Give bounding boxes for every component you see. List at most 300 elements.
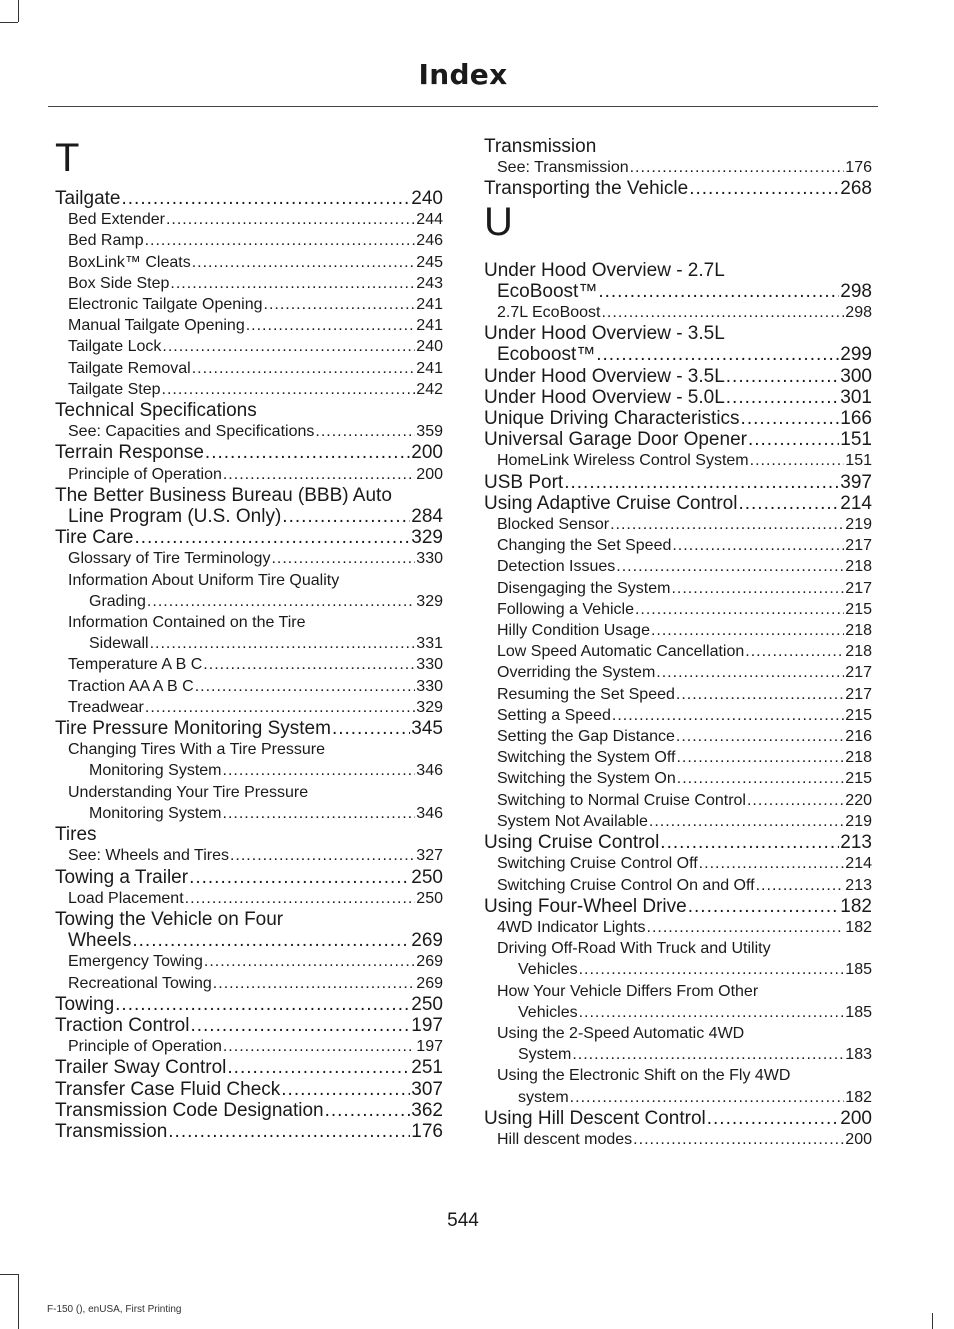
index-subentry — [484, 747, 872, 768]
index-subentry — [484, 599, 872, 620]
entry-label: Low Speed Automatic Cancellation — [497, 643, 745, 661]
entry-page: 329 — [416, 698, 443, 716]
dot-leader — [747, 790, 844, 811]
entry-page: 307 — [411, 1078, 443, 1100]
dot-leader — [676, 726, 844, 747]
entry-label: Hilly Condition Usage — [497, 622, 650, 640]
index-subentry — [484, 556, 872, 577]
dot-leader — [203, 654, 415, 675]
entry-label: Transporting the Vehicle — [484, 178, 689, 200]
index-subentry — [55, 973, 443, 994]
dot-leader — [676, 684, 844, 705]
entry-page: 217 — [845, 685, 872, 703]
index-subentry — [55, 676, 443, 697]
entry-label: Blocked Sensor — [497, 516, 610, 534]
entry-label: Towing — [55, 993, 115, 1015]
entry-page: 215 — [845, 770, 872, 788]
dot-leader — [150, 633, 416, 654]
index-entry-list — [484, 260, 872, 1151]
footer-note: F-150 (), enUSA, First Printing — [47, 1304, 182, 1315]
crop-mark — [0, 1274, 18, 1275]
entry-page: 250 — [411, 866, 443, 888]
header-rule — [48, 106, 878, 107]
entry-page: 299 — [840, 344, 872, 366]
entry-page: 213 — [840, 832, 872, 854]
crop-mark — [932, 1313, 933, 1329]
dot-leader — [738, 493, 839, 514]
entry-label: Tailgate Lock — [68, 338, 162, 356]
dot-leader — [223, 464, 415, 485]
dot-leader — [656, 662, 844, 683]
index-subentry — [484, 450, 872, 471]
index-subentry — [484, 875, 872, 896]
index-entry-heading: Towing the Vehicle on Four — [55, 908, 284, 930]
entry-label: HomeLink Wireless Control System — [497, 452, 749, 470]
entry-label: Setting the Gap Distance — [497, 728, 675, 746]
dot-leader — [689, 178, 839, 199]
dot-leader — [115, 994, 410, 1015]
entry-page: 330 — [416, 677, 443, 695]
entry-page: 250 — [411, 993, 443, 1015]
entry-page: 246 — [416, 232, 443, 250]
entry-page: 176 — [411, 1120, 443, 1142]
entry-label: See: Transmission — [497, 159, 629, 177]
dot-leader — [145, 697, 415, 718]
dot-leader — [579, 1002, 845, 1023]
entry-page: 218 — [845, 749, 872, 767]
index-entry — [55, 1100, 443, 1121]
dot-leader — [134, 527, 410, 548]
dot-leader — [195, 676, 416, 697]
entry-label: Switching Cruise Control On and Off — [497, 876, 755, 894]
entry-page: 214 — [845, 855, 872, 873]
index-entry — [55, 803, 443, 824]
dot-leader — [230, 845, 415, 866]
index-subentry — [55, 315, 443, 336]
dot-leader — [162, 379, 416, 400]
index-entry — [55, 442, 443, 463]
index-subentry — [55, 951, 443, 972]
entry-page: 218 — [845, 643, 872, 661]
index-subentry — [484, 1129, 872, 1150]
dot-leader — [122, 188, 411, 209]
index-entry-heading: Understanding Your Tire Pressure — [68, 783, 309, 801]
index-subentry — [484, 535, 872, 556]
index-subentry — [484, 157, 872, 178]
index-entry — [484, 493, 872, 514]
index-subentry — [55, 464, 443, 485]
entry-page: 185 — [845, 1003, 872, 1021]
entry-label: System — [518, 1046, 572, 1064]
entry-page: 245 — [416, 253, 443, 271]
index-entry — [55, 400, 443, 421]
entry-label: System Not Available — [497, 812, 648, 830]
entry-page: 218 — [845, 558, 872, 576]
entry-page: 301 — [840, 386, 872, 408]
index-entry — [484, 1044, 872, 1065]
dot-leader — [635, 599, 844, 620]
dot-leader — [205, 442, 410, 463]
index-subentry — [484, 514, 872, 535]
entry-page: 218 — [845, 622, 872, 640]
index-column-left — [55, 136, 443, 1142]
entry-label: Switching to Normal Cruise Control — [497, 791, 746, 809]
entry-label: Glossary of Tire Terminology — [68, 550, 271, 568]
entry-label: Bed Extender — [68, 211, 165, 229]
entry-page: 330 — [416, 656, 443, 674]
entry-label: Technical Specifications — [55, 400, 257, 422]
entry-page: 269 — [411, 930, 443, 952]
entry-label: Manual Tailgate Opening — [68, 317, 245, 335]
index-entry — [484, 387, 872, 408]
index-entry — [484, 1002, 872, 1023]
entry-label: Tire Pressure Monitoring System — [55, 718, 331, 740]
index-entry — [55, 506, 443, 527]
entry-page: 362 — [411, 1099, 443, 1121]
entry-label: Transfer Case Fluid Check — [55, 1078, 281, 1100]
entry-page: 213 — [845, 876, 872, 894]
index-subentry — [55, 888, 443, 909]
dot-leader — [190, 1015, 410, 1036]
index-entry-heading: Using the Electronic Shift on the Fly 4WD — [497, 1067, 791, 1085]
dot-leader — [564, 472, 839, 493]
dot-leader — [633, 1129, 844, 1150]
index-entry — [55, 1121, 443, 1142]
entry-label: Tailgate Removal — [68, 359, 191, 377]
entry-label: See: Wheels and Tires — [68, 847, 229, 865]
dot-leader — [227, 1057, 410, 1078]
dot-leader — [741, 408, 840, 429]
dot-leader — [756, 875, 845, 896]
entry-page: 200 — [845, 1130, 872, 1148]
index-entry — [55, 188, 443, 209]
dot-leader — [570, 1087, 845, 1108]
page-number: 544 — [447, 1210, 479, 1231]
entry-label: Load Placement — [68, 889, 184, 907]
entry-page: 200 — [411, 442, 443, 464]
index-entry — [484, 472, 872, 493]
entry-page: 217 — [845, 537, 872, 555]
entry-label: Transmission Code Designation — [55, 1099, 324, 1121]
index-entry — [484, 959, 872, 980]
entry-page: 151 — [845, 452, 872, 470]
entry-label: Monitoring System — [89, 762, 222, 780]
index-entry — [484, 344, 872, 365]
crop-mark — [18, 1274, 19, 1329]
entry-label: Vehicles — [518, 961, 578, 979]
index-subentry — [484, 768, 872, 789]
index-entry-heading: Under Hood Overview - 2.7L — [484, 259, 725, 281]
dot-leader — [750, 450, 845, 471]
index-subentry — [484, 705, 872, 726]
entry-page: 182 — [840, 895, 872, 917]
index-entry — [55, 994, 443, 1015]
entry-label: Under Hood Overview - 3.5L — [484, 365, 725, 387]
dot-leader — [192, 358, 416, 379]
entry-label: Using Four-Wheel Drive — [484, 895, 687, 917]
dot-leader — [610, 514, 844, 535]
index-entry — [55, 527, 443, 548]
dot-leader — [166, 209, 415, 230]
dot-leader — [325, 1100, 411, 1121]
dot-leader — [726, 366, 840, 387]
entry-page: 185 — [845, 961, 872, 979]
entry-label: Terrain Response — [55, 442, 204, 464]
entry-label: Hill descent modes — [497, 1130, 633, 1148]
dot-leader — [612, 705, 844, 726]
dot-leader — [271, 548, 415, 569]
index-entry-heading: Information Contained on the Tire — [68, 614, 306, 632]
index-column-right — [484, 136, 872, 1150]
section-letter: U — [484, 199, 513, 244]
entry-label: Tires — [55, 824, 97, 846]
entry-page: 331 — [416, 635, 443, 653]
entry-label: See: Capacities and Specifications — [68, 423, 315, 441]
dot-leader — [282, 506, 410, 527]
entry-label: Universal Garage Door Opener — [484, 429, 747, 451]
dot-leader — [147, 591, 415, 612]
index-entry-heading: Driving Off-Road With Truck and Utility — [497, 940, 771, 958]
index-subentry — [484, 620, 872, 641]
dot-leader — [651, 620, 844, 641]
entry-page: 197 — [411, 1014, 443, 1036]
index-subentry — [484, 302, 872, 323]
index-subentry — [55, 336, 443, 357]
entry-page: 166 — [840, 408, 872, 430]
index-entry-heading: The Better Business Bureau (BBB) Auto — [55, 484, 392, 506]
entry-page: 298 — [845, 304, 872, 322]
index-entry — [55, 930, 443, 951]
entry-page: 197 — [416, 1038, 443, 1056]
dot-leader — [688, 896, 840, 917]
entry-page: 250 — [416, 889, 443, 907]
entry-page: 182 — [845, 918, 872, 936]
entry-label: Traction Control — [55, 1014, 190, 1036]
dot-leader — [572, 1044, 844, 1065]
index-entry — [484, 136, 872, 157]
index-entry-heading: Using the 2-Speed Automatic 4WD — [497, 1024, 745, 1042]
entry-label: Using Cruise Control — [484, 832, 660, 854]
index-subentry — [55, 697, 443, 718]
dot-leader — [192, 252, 416, 273]
dot-leader — [168, 1121, 410, 1142]
entry-label: Emergency Towing — [68, 953, 203, 971]
index-entry-heading: Changing Tires With a Tire Pressure — [68, 741, 325, 759]
index-subentry — [55, 294, 443, 315]
crop-mark — [0, 22, 18, 23]
entry-page: 200 — [840, 1107, 872, 1129]
dot-leader — [677, 768, 845, 789]
entry-label: Bed Ramp — [68, 232, 144, 250]
entry-label: Traction AA A B C — [68, 677, 194, 695]
dot-leader — [213, 973, 416, 994]
entry-label: Setting a Speed — [497, 706, 611, 724]
dot-leader — [246, 315, 416, 336]
entry-label: 2.7L EcoBoost — [497, 304, 601, 322]
dot-leader — [660, 832, 839, 853]
index-entry-heading: Under Hood Overview - 3.5L — [484, 323, 725, 345]
index-entry — [55, 760, 443, 781]
entry-page: 176 — [845, 159, 872, 177]
dot-leader — [185, 888, 416, 909]
index-entry — [484, 429, 872, 450]
entry-label: Switching Cruise Control Off — [497, 855, 698, 873]
index-entry — [484, 281, 872, 302]
entry-label: Unique Driving Characteristics — [484, 408, 740, 430]
entry-page: 397 — [840, 471, 872, 493]
entry-page: 300 — [840, 365, 872, 387]
dot-leader — [598, 281, 839, 302]
entry-page: 269 — [416, 974, 443, 992]
dot-leader — [579, 959, 845, 980]
index-entry — [55, 591, 443, 612]
crop-mark — [18, 0, 19, 22]
entry-label: Electronic Tailgate Opening — [68, 296, 263, 314]
index-entry — [55, 867, 443, 888]
index-subentry — [55, 845, 443, 866]
index-subentry — [55, 252, 443, 273]
entry-label: Tailgate — [55, 188, 121, 209]
dot-leader — [616, 556, 844, 577]
dot-leader — [162, 336, 415, 357]
entry-page: 216 — [845, 728, 872, 746]
entry-label: Switching the System Off — [497, 749, 676, 767]
entry-page: 241 — [416, 296, 443, 314]
index-entry — [55, 633, 443, 654]
entry-label: Towing a Trailer — [55, 866, 189, 888]
entry-label: Trailer Sway Control — [55, 1057, 227, 1079]
entry-label: Principle of Operation — [68, 1038, 222, 1056]
index-subentry — [484, 917, 872, 938]
index-subentry — [55, 379, 443, 400]
entry-page: 329 — [416, 592, 443, 610]
index-subentry — [484, 684, 872, 705]
dot-leader — [748, 429, 839, 450]
dot-leader — [630, 157, 845, 178]
entry-label: USB Port — [484, 471, 564, 493]
index-subentry — [484, 662, 872, 683]
dot-leader — [699, 853, 845, 874]
entry-label: Using Adaptive Cruise Control — [484, 492, 738, 514]
index-subentry — [55, 230, 443, 251]
entry-label: Monitoring System — [89, 804, 222, 822]
entry-page: 215 — [845, 706, 872, 724]
entry-page: 346 — [416, 762, 443, 780]
entry-label: system — [518, 1088, 569, 1106]
entry-page: 241 — [416, 359, 443, 377]
entry-label: Switching the System On — [497, 770, 676, 788]
entry-label: Detection Issues — [497, 558, 616, 576]
index-entry — [484, 178, 872, 199]
dot-leader — [223, 803, 416, 824]
index-entry — [55, 1057, 443, 1078]
entry-label: Temperature A B C — [68, 656, 203, 674]
entry-label: Transmission — [55, 1120, 168, 1142]
dot-leader — [189, 867, 410, 888]
index-subentry — [484, 578, 872, 599]
entry-page: 182 — [845, 1088, 872, 1106]
index-subentry — [484, 641, 872, 662]
index-entry — [55, 824, 443, 845]
entry-page: 330 — [416, 550, 443, 568]
index-entry — [484, 1087, 872, 1108]
dot-leader — [332, 718, 410, 739]
entry-label: Vehicles — [518, 1003, 578, 1021]
entry-label: Ecoboost™ — [497, 344, 596, 366]
entry-page: 269 — [416, 953, 443, 971]
entry-page: 220 — [845, 791, 872, 809]
index-entry — [55, 1079, 443, 1100]
entry-label: Resuming the Set Speed — [497, 685, 675, 703]
dot-leader — [671, 578, 844, 599]
index-subentry — [55, 1036, 443, 1057]
dot-leader — [647, 917, 845, 938]
index-subentry — [484, 790, 872, 811]
entry-page: 346 — [416, 804, 443, 822]
index-subentry — [484, 811, 872, 832]
entry-page: 183 — [845, 1046, 872, 1064]
index-entry — [55, 718, 443, 739]
entry-page: 217 — [845, 579, 872, 597]
entry-label: Transmission — [484, 136, 597, 157]
dot-leader — [204, 951, 415, 972]
dot-leader — [264, 294, 416, 315]
entry-page: 214 — [840, 492, 872, 514]
section-letter: T — [55, 136, 80, 180]
index-entry — [55, 1015, 443, 1036]
entry-page: 240 — [411, 188, 443, 209]
entry-label: Grading — [89, 592, 146, 610]
page-title: Index — [418, 58, 508, 91]
dot-leader — [672, 535, 844, 556]
entry-label: Tailgate Step — [68, 380, 161, 398]
entry-page: 284 — [411, 506, 443, 528]
entry-label: Overriding the System — [497, 664, 656, 682]
entry-label: BoxLink™ Cleats — [68, 253, 191, 271]
dot-leader — [170, 273, 415, 294]
dot-leader — [745, 641, 844, 662]
index-subentry — [55, 209, 443, 230]
entry-label: Principle of Operation — [68, 465, 222, 483]
index-entry — [484, 832, 872, 853]
dot-leader — [676, 747, 844, 768]
index-entry — [484, 366, 872, 387]
entry-label: Line Program (U.S. Only) — [68, 506, 282, 528]
entry-page: 240 — [416, 338, 443, 356]
index-subentry — [484, 726, 872, 747]
entry-page: 345 — [411, 718, 443, 740]
index-entry-list — [484, 136, 872, 200]
dot-leader — [601, 302, 844, 323]
entry-label: Under Hood Overview - 5.0L — [484, 386, 725, 408]
dot-leader — [596, 344, 839, 365]
dot-leader — [132, 930, 410, 951]
entry-page: 243 — [416, 274, 443, 292]
entry-label: Wheels — [68, 930, 132, 952]
entry-label: Tire Care — [55, 527, 134, 549]
dot-leader — [223, 1036, 415, 1057]
dot-leader — [707, 1108, 840, 1129]
index-entry-heading: Information About Uniform Tire Quality — [68, 571, 340, 589]
index-entry-heading: How Your Vehicle Differs From Other — [497, 982, 759, 1000]
entry-page: 268 — [840, 178, 872, 200]
index-subentry — [484, 853, 872, 874]
entry-label: Disengaging the System — [497, 579, 671, 597]
index-subentry — [55, 421, 443, 442]
entry-page: 241 — [416, 317, 443, 335]
entry-page: 219 — [845, 516, 872, 534]
dot-leader — [726, 387, 840, 408]
